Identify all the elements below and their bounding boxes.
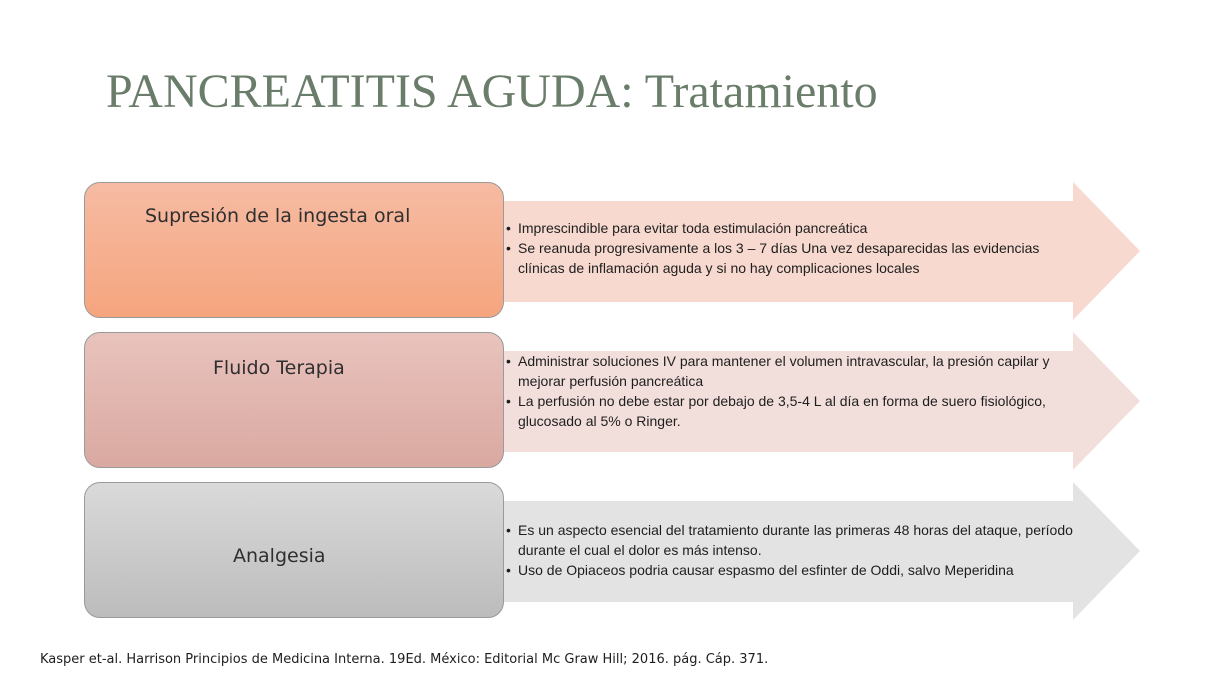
treatment-label-box <box>84 332 504 468</box>
bullet-item: • La perfusión no debe estar por debajo de 3,5-4 L al día en forma de suero fisiológico, glucosado al 5% o Ringer. <box>506 391 1081 431</box>
treatment-label: Fluido Terapia <box>213 357 345 379</box>
treatment-bullet-list <box>506 218 1081 278</box>
treatment-label-box <box>84 182 504 318</box>
bullet-item: • Es un aspecto esencial del tratamiento durante las primeras 48 horas del ataque, período durante el cual el dolor es más intenso. <box>506 520 1081 560</box>
bullet-item: • Uso de Opiaceos podria causar espasmo del esfinter de Oddi, salvo Meperidina <box>506 560 1081 580</box>
treatment-row-analgesia <box>0 480 1222 620</box>
treatment-bullet-list <box>506 351 1081 431</box>
reference-citation: Kasper et-al. Harrison Principios de Medicina Interna. 19Ed. México: Editorial Mc Graw Hill; 2016. pág. Cáp. 371. <box>40 652 769 667</box>
treatment-bullet-list <box>506 520 1081 580</box>
bullet-item: • Imprescindible para evitar toda estimulación pancreática <box>506 218 1081 238</box>
slide-title: PANCREATITIS AGUDA: Tratamiento <box>106 65 878 118</box>
bullet-item: • Se reanuda progresivamente a los 3 – 7 días Una vez desaparecidas las evidencias clínicas de inflamación aguda y si no hay complicaciones locales <box>506 238 1081 278</box>
treatment-row-oral-suppression <box>0 180 1222 320</box>
treatment-row-fluid-therapy <box>0 330 1222 470</box>
treatment-label-box <box>84 482 504 618</box>
bullet-item: • Administrar soluciones IV para mantener el volumen intravascular, la presión capilar y mejorar perfusión pancreática <box>506 351 1081 391</box>
treatment-label: Analgesia <box>233 545 326 567</box>
treatment-label: Supresión de la ingesta oral <box>145 205 411 227</box>
